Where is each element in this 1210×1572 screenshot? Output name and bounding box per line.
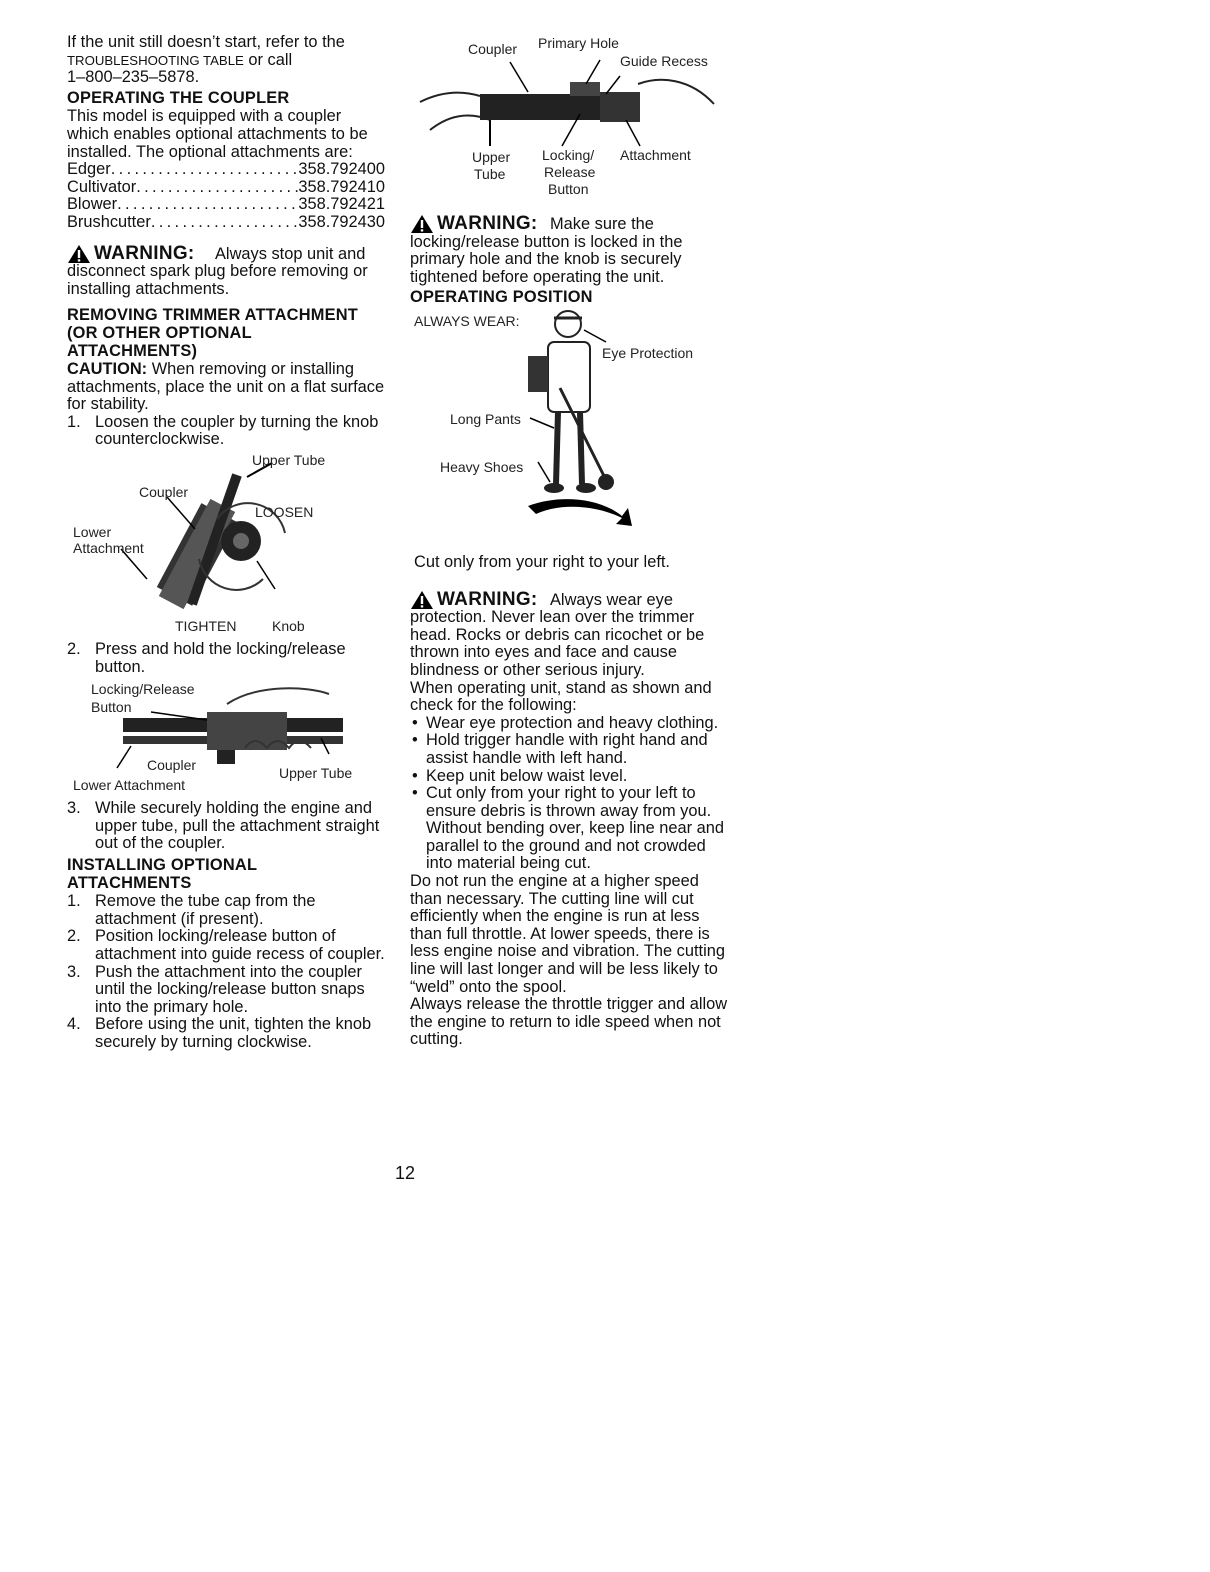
install-step: 1. Remove the tube cap from the attachment (if present). (67, 893, 385, 928)
warning-text-flow: Always stop unit and disconnect spark plug before removing or installing attachments. (67, 244, 368, 298)
step-text: While securely holding the engine and upper tube, pull the attachment straight out of the coupler. (95, 799, 380, 853)
intro-text (67, 34, 385, 87)
step-text: Before using the unit, tighten the knob securely by turning clockwise. (95, 1015, 372, 1051)
attachment-number: 358.792430 (298, 213, 385, 231)
label-button: Button (548, 181, 589, 197)
intro-line: If the unit still doesn’t start, refer to the (67, 33, 345, 51)
label-tighten: TIGHTEN (175, 618, 237, 635)
loosen-tighten-figure (67, 449, 385, 637)
removal-step: 2. Press and hold the locking/release button. (67, 641, 385, 676)
label-locking: Locking/ (542, 147, 595, 163)
label-knob: Knob (272, 618, 305, 635)
label-coupler: Coupler (468, 41, 518, 57)
attachment-row (67, 161, 385, 179)
step-text: Remove the tube cap from the attachment (if present). (95, 892, 316, 928)
page-number: 12 (395, 1163, 416, 1183)
installing-heading: INSTALLING OPTIONAL ATTACHMENTS (67, 856, 257, 892)
attachment-name: Blower (67, 196, 118, 214)
warning-text: Always wear eye protection. Never lean over the trimmer head. Rocks or debris can ricochet or be thrown into eyes and face and cause blindness or other serious injury. (410, 590, 705, 679)
removal-step: 3. While securely holding the engine and upper tube, pull the attachment straight out of the coupler. (67, 800, 385, 853)
label-coupler: Coupler (147, 757, 197, 774)
label-locking-release: Locking/Release (91, 681, 195, 698)
warning-text: Make sure the locking/release button is locked in the primary hole and the knob is securely tightened before operating the unit. (410, 215, 683, 286)
item-text: Keep unit below waist level. (426, 766, 628, 785)
caution-label: CAUTION: (67, 360, 148, 379)
label-long-pants: Long Pants (450, 410, 521, 427)
checklist-item: • Cut only from your right to your left to ensure debris is thrown away from you. Without bending over, keep line near and parallel to the ground and not crowded into material being cut. (410, 785, 728, 873)
caution-text (67, 361, 385, 414)
label-eye-protection: Eye Protection (602, 344, 694, 361)
press-button-figure (67, 676, 385, 800)
step-text: Loosen the coupler by turning the knob counterclockwise. (95, 412, 379, 449)
install-step: 2. Position locking/release button of attachment into guide recess of coupler. (67, 927, 385, 963)
label-upper-tube: Upper Tube (252, 452, 326, 469)
attachment-name: Edger (67, 161, 111, 179)
operating-position-figure (410, 308, 728, 540)
label-coupler: Coupler (139, 484, 189, 501)
label-lower-attachment: Lower Attachment (73, 777, 186, 794)
stance-checklist (410, 715, 728, 873)
warning-triangle-icon (410, 590, 434, 610)
label-upper: Upper (472, 149, 511, 165)
install-attachment-figure (410, 34, 728, 200)
attachment-list (67, 161, 385, 231)
operating-position-heading: OPERATING POSITION (410, 288, 593, 307)
speed-paragraph: Do not run the engine at a higher speed than necessary. The cutting line will cut efficiently when the engine is run at less than full throttle. At lower speeds, there is less engine noise and vibration. The cutting line will last longer and will be less likely to “weld” onto the spool. (410, 872, 725, 996)
attachment-name: Cultivator (67, 178, 137, 196)
attachment-row (67, 179, 385, 197)
warning-triangle-icon (410, 214, 434, 234)
label-release: Release (544, 164, 596, 180)
direction-caption: Cut only from your right to your left. (414, 552, 670, 571)
attachment-name: Brushcutter (67, 213, 151, 231)
label-button: Button (91, 699, 132, 716)
installing-steps (67, 893, 385, 1051)
step-text: Push the attachment into the coupler until the locking/release button snaps into the primary hole. (95, 962, 365, 1016)
warning-triangle-icon (67, 244, 91, 264)
warning-label: WARNING: (94, 242, 195, 264)
label-lower: Lower (73, 524, 112, 541)
label-guide-recess: Guide Recess (620, 53, 708, 69)
label-attachment: Attachment (620, 147, 691, 163)
label-attachment: Attachment (73, 540, 144, 557)
caution-body: When removing or installing attachments, place the unit on a flat surface for stability. (67, 360, 385, 414)
label-upper-tube: Upper Tube (279, 765, 353, 782)
removing-heading: REMOVING TRIMMER ATTACHMENT (OR OTHER OPTIONAL ATTACHMENTS) (67, 306, 358, 360)
item-text: Wear eye protection and heavy clothing. (426, 713, 719, 732)
throttle-paragraph: Always release the throttle trigger and allow the engine to return to idle speed when not cutting. (410, 995, 728, 1049)
install-step: 3. Push the attachment into the coupler until the locking/release button snaps into the primary hole. (67, 964, 385, 1017)
removal-step: 1. Loosen the coupler by turning the knob counterclockwise. (67, 414, 385, 449)
checklist-item: • Hold trigger handle with right hand and assist handle with left hand. (410, 732, 728, 767)
coupler-text: This model is equipped with a coupler which enables optional attachments to be installed. The optional attachments are: (67, 107, 368, 161)
attachment-number: 358.792421 (298, 196, 385, 214)
stance-intro: When operating unit, stand as shown and check for the following: (410, 678, 712, 715)
troubleshooting-ref: TROUBLESHOOTING TABLE (67, 52, 244, 68)
intro-call: or call (243, 50, 293, 69)
label-always-wear: ALWAYS WEAR: (414, 312, 520, 329)
label-tube: Tube (474, 166, 506, 182)
warning-label: WARNING: (437, 213, 538, 234)
attachment-number: 358.792410 (298, 178, 385, 196)
warning-label: WARNING: (437, 588, 538, 610)
label-primary-hole: Primary Hole (538, 35, 619, 51)
install-step: 4. Before using the unit, tighten the knob securely by turning clockwise. (67, 1016, 385, 1051)
checklist-item: • Wear eye protection and heavy clothing. (412, 713, 719, 732)
step-text: Press and hold the locking/release button. (95, 640, 346, 676)
phone-number: 1–800–235–5878. (67, 68, 200, 87)
item-text: Hold trigger handle with right hand and assist handle with left hand. (426, 731, 708, 767)
attachment-number: 358.792400 (298, 161, 385, 179)
left-column (67, 34, 385, 1052)
checklist-item: • Keep unit below waist level. (412, 766, 628, 785)
attachment-row (67, 214, 385, 232)
coupler-heading: OPERATING THE COUPLER (67, 88, 290, 107)
right-column (410, 34, 728, 1049)
item-text: Cut only from your right to your left to ensure debris is thrown away from you. Without bending over, keep line near and parallel to the ground and not crowded into material being cut. (426, 784, 724, 873)
step-text: Position locking/release button of attachment into guide recess of coupler. (95, 927, 385, 963)
label-loosen: LOOSEN (255, 504, 314, 521)
label-heavy-shoes: Heavy Shoes (440, 458, 524, 475)
attachment-row (67, 196, 385, 214)
